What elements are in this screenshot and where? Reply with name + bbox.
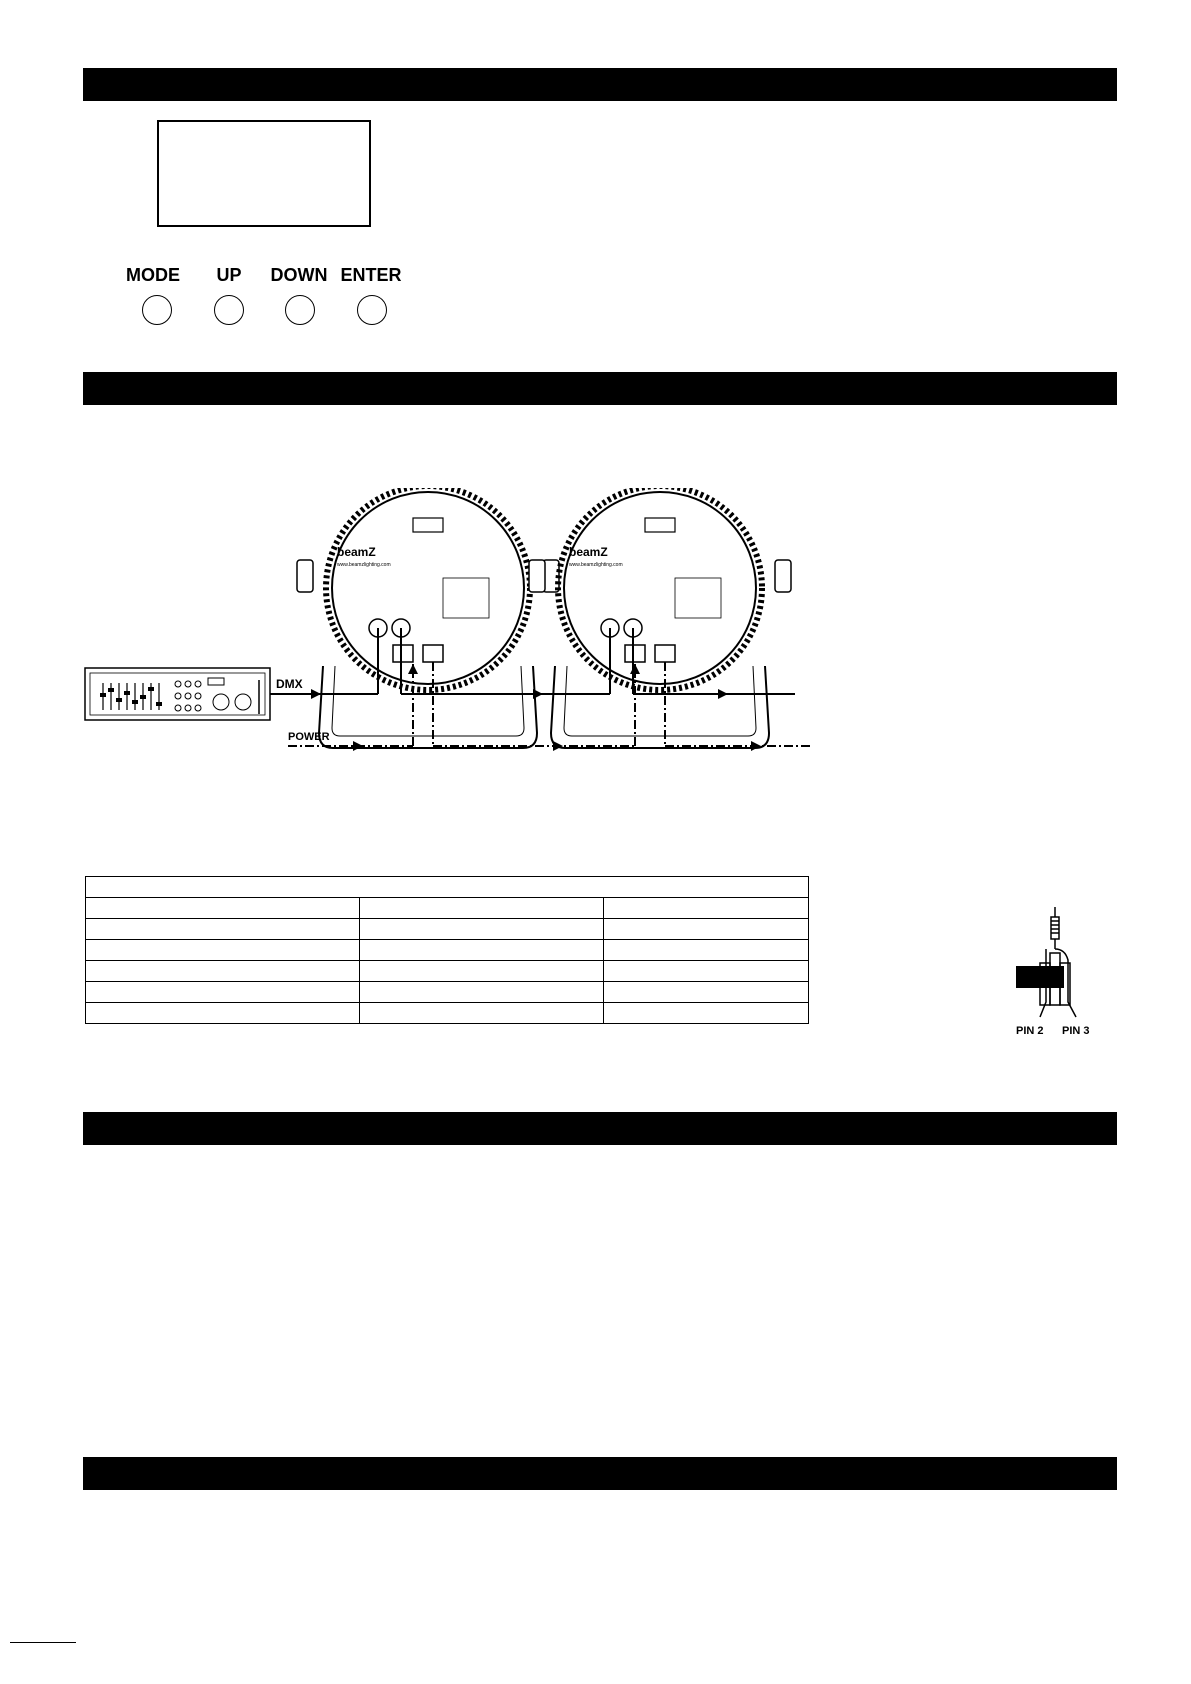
table-cell <box>604 961 809 982</box>
table-cell <box>360 898 604 919</box>
table-cell <box>604 1003 809 1024</box>
fixture-1-url: www.beamzlighting.com <box>337 562 391 568</box>
fixture-2 <box>529 488 791 748</box>
down-button[interactable] <box>285 295 315 325</box>
table-cell <box>604 919 809 940</box>
mode-button[interactable] <box>142 295 172 325</box>
fixture-2-brand: beamZ <box>569 545 608 559</box>
mode-button-label: MODE <box>126 265 180 285</box>
dmx-label: DMX <box>276 677 303 691</box>
terminator-pin-illustration <box>1010 905 1110 1040</box>
table-cell <box>360 982 604 1003</box>
dmx-table <box>85 876 809 1024</box>
table-cell <box>86 961 360 982</box>
section-header-bar-2 <box>83 372 1117 405</box>
table-cell <box>604 982 809 1003</box>
dmx-connection-diagram <box>83 488 823 778</box>
table-cell <box>360 1003 604 1024</box>
table-row <box>86 940 809 961</box>
table-row <box>86 919 809 940</box>
table-row <box>86 961 809 982</box>
table-row <box>86 898 809 919</box>
display-screen <box>157 120 371 227</box>
table-row <box>86 1003 809 1024</box>
table-cell <box>86 1003 360 1024</box>
section-header-bar-1 <box>83 68 1117 101</box>
up-button[interactable] <box>214 295 244 325</box>
table-cell <box>86 898 360 919</box>
table-header-cell <box>86 877 809 898</box>
fixture-2-url: www.beamzlighting.com <box>569 562 623 568</box>
power-line <box>288 662 811 746</box>
table-cell <box>86 982 360 1003</box>
footer-rule <box>10 1642 76 1643</box>
up-button-label: UP <box>216 265 242 285</box>
table-cell <box>86 940 360 961</box>
fixture-1 <box>297 488 559 748</box>
dmx-controller <box>85 668 270 720</box>
table-cell <box>360 919 604 940</box>
power-label: POWER <box>288 731 330 743</box>
table-cell <box>86 919 360 940</box>
pin-3-label: PIN 3 <box>1062 1025 1090 1037</box>
fixture-1-brand: beamZ <box>337 545 376 559</box>
section-header-bar-3 <box>83 1112 1117 1145</box>
table-cell <box>360 940 604 961</box>
table-row <box>86 877 809 898</box>
table-cell <box>360 961 604 982</box>
table-row <box>86 982 809 1003</box>
table-cell <box>604 940 809 961</box>
enter-button-label: ENTER <box>340 265 402 285</box>
section-header-bar-4 <box>83 1457 1117 1490</box>
pin-2-label: PIN 2 <box>1016 1025 1044 1037</box>
down-button-label: DOWN <box>270 265 328 285</box>
table-cell <box>604 898 809 919</box>
enter-button[interactable] <box>357 295 387 325</box>
